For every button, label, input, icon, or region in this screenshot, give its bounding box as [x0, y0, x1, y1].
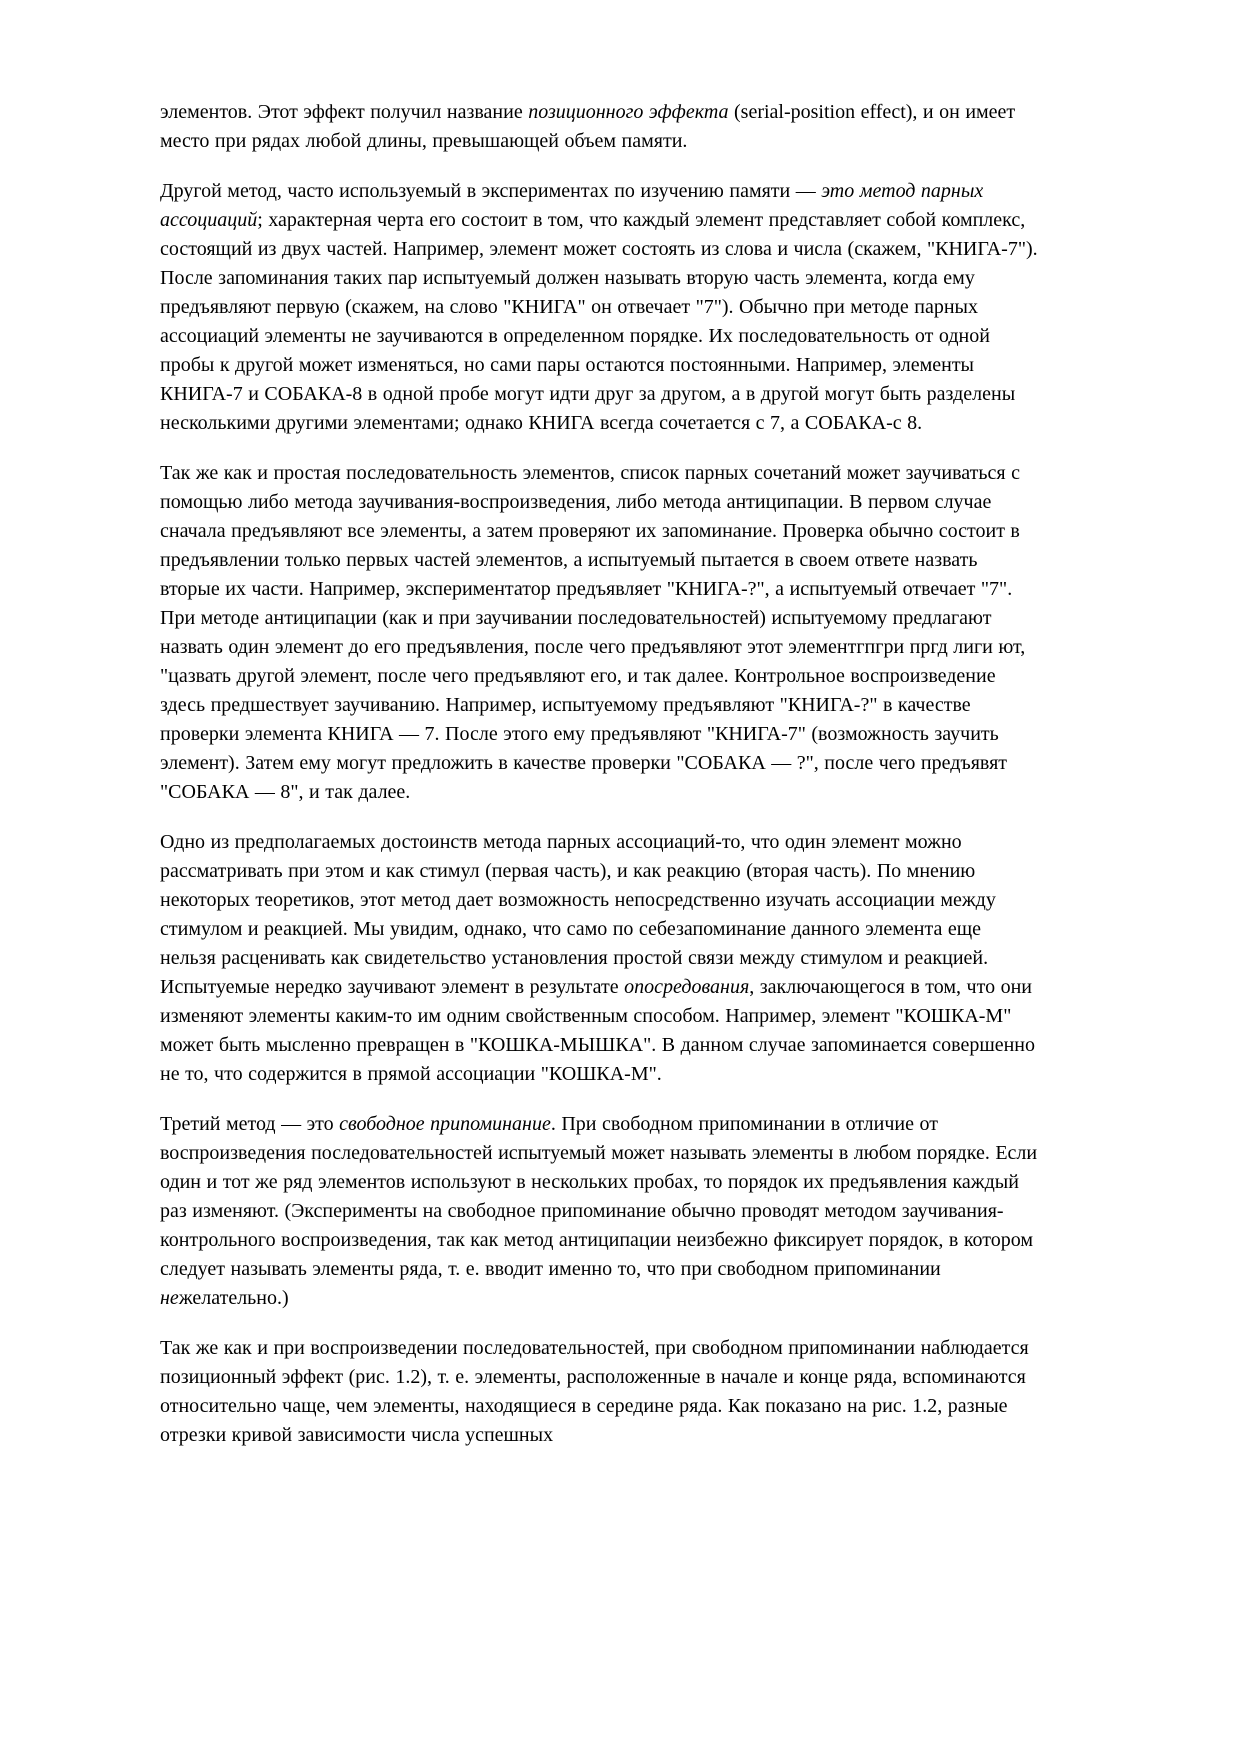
italic-text-run: свободное припоминание	[339, 1113, 551, 1135]
text-run: желательно.)	[178, 1287, 289, 1309]
text-run: . При свободном припоминании в отличие от воспроизведения последовательностей испытуемый может называть элементы в любом порядке. Если один и тот же ряд элементов используют в нескольких пробах, то порядок их предъявления каждый раз изменяют. (Эксперименты на свободное припоминание обычно проводят методом заучивания-контрольного воспроизведения, так как метод антиципации неизбежно фиксирует порядок, в котором следует называть элементы ряда, т. е. вводит именно то, что при свободном припоминании	[160, 1113, 1038, 1280]
text-run: Так же как и при воспроизведении последовательностей, при свободном припоминании наблюдается позиционный эффект (рис. 1.2), т. е. элементы, расположенные в начале и конце ряда, вспоминаются относительно чаще, чем элементы, находящиеся в середине ряда. Как показано на рис. 1.2, разные отрезки кривой зависимости числа успешных	[160, 1337, 1029, 1446]
text-run: элементов. Этот эффект получил название	[160, 101, 529, 123]
paragraph	[160, 828, 1038, 1089]
paragraph	[160, 177, 1038, 438]
text-column	[160, 98, 1038, 1450]
text-run: Так же как и простая последовательность элементов, список парных сочетаний может заучиваться с помощью либо метода заучивания-воспроизведения, либо метода антиципации. В первом случае сначала предъявляют все элементы, а затем проверяют их запоминание. Проверка обычно состоит в предъявлении только первых частей элементов, а испытуемый пытается в своем ответе назвать вторые их части. Например, экспериментатор предъявляет "КНИГА-?", а испытуемый отвечает "7". При методе антиципации (как и при заучивании последовательностей) испытуемому предлагают назвать один элемент до его предъявления, после чего предъявляют этот элементгпгри пргд лиги ют, "цазвать другой элемент, после чего предъявляют его, и так далее. Контрольное воспроизведение здесь предшествует заучиванию. Например, испытуемому предъявляют "КНИГА-?" в качестве проверки элемента КНИГА — 7. После этого ему предъявляют "КНИГА-7" (возможность заучить элемент). Затем ему могут предложить в качестве проверки "СОБАКА — ?", после чего предъявят "СОБАКА — 8", и так далее.	[160, 462, 1026, 803]
text-run: Одно из предполагаемых достоинств метода парных ассоциаций-то, что один элемент можно рассматривать при этом и как стимул (первая часть), и как реакцию (вторая часть). По мнению некоторых теоретиков, этот метод дает возможность непосредственно изучать ассоциации между стимулом и реакцией. Мы увидим, однако, что само по себезапоминание данного элемента еще нельзя расценивать как свидетельство установления простой связи между стимулом и реакцией. Испытуемые нередко заучивают элемент в результате	[160, 831, 996, 998]
text-run: , заключающегося в том, что они изменяют элементы каким-то им одним свойственным способом. Например, элемент "КОШКА-М" может быть мысленно превращен в "КОШКА-МЫШКА". В данном случае запоминается совершенно не то, что содержится в прямой ассоциации "КОШКА-М".	[160, 976, 1035, 1085]
italic-text-run: не	[160, 1287, 179, 1309]
paragraph	[160, 1110, 1038, 1313]
paragraph	[160, 459, 1038, 807]
italic-text-run: позиционного эффекта	[528, 101, 729, 123]
paragraph	[160, 98, 1038, 156]
italic-text-run: опосредования	[624, 976, 750, 998]
text-run: Третий метод — это	[160, 1113, 340, 1135]
text-run: (serial-position effect), и он имеет место при рядах любой длины, превышающей объем памяти.	[160, 101, 1016, 152]
text-run: Другой метод, часто используемый в экспериментах по изучению памяти —	[160, 180, 822, 202]
italic-text-run: это метод парных ассоциаций	[160, 180, 984, 231]
text-run: ; характерная черта его состоит в том, что каждый элемент представляет собой комплекс, состоящий из двух частей. Например, элемент может состоять из слова и числа (скажем, "КНИГА-7"). После запоминания таких пар испытуемый должен называть вторую часть элемента, когда ему предъявляют первую (скажем, на слово "КНИГА" он отвечает "7"). Обычно при методе парных ассоциаций элементы не заучиваются в определенном порядке. Их последовательность от одной пробы к другой может изменяться, но сами пары остаются постоянными. Например, элементы КНИГА-7 и СОБАКА-8 в одной пробе могут идти друг за другом, а в другой могут быть разделены несколькими другими элементами; однако КНИГА всегда сочетается с 7, а СОБАКА-с 8.	[160, 209, 1038, 434]
paragraph	[160, 1334, 1038, 1450]
